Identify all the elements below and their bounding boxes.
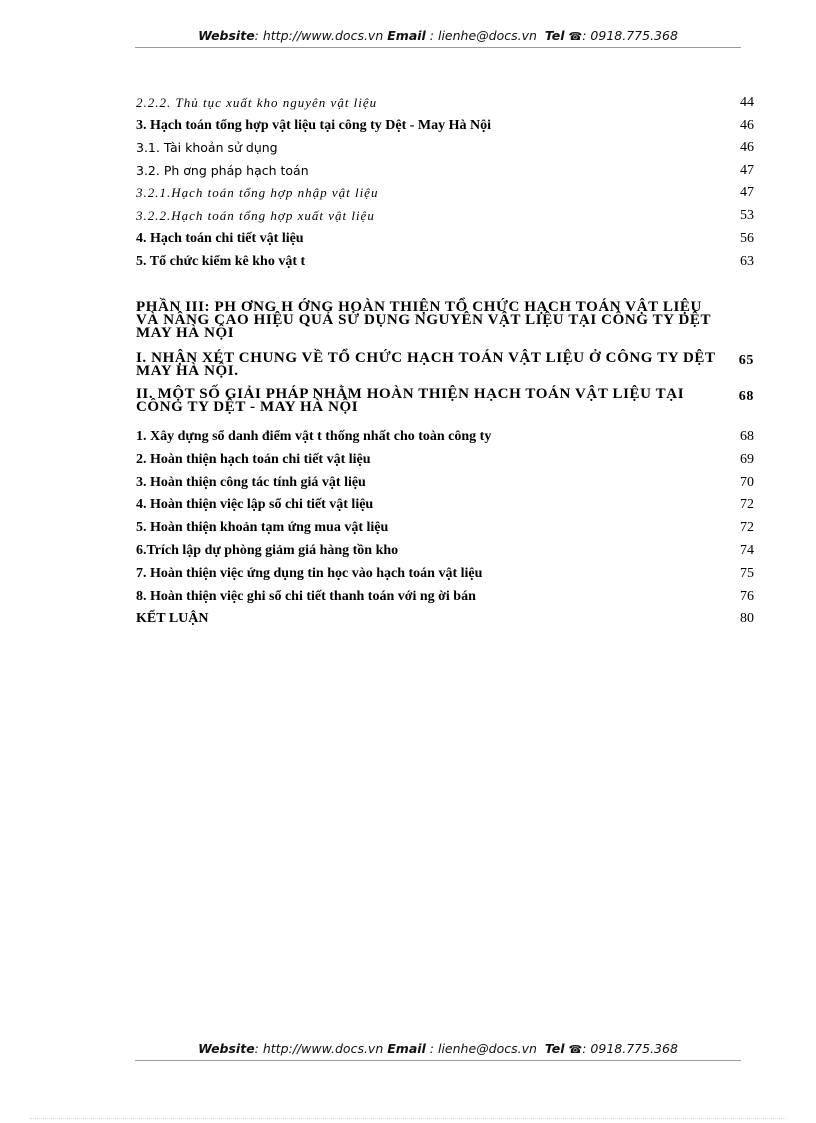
toc-entry-label: 5. Tổ chức kiểm kê kho vật t [136,254,306,269]
toc-entry [136,206,754,226]
toc-entry [136,183,754,203]
toc-entry-label: 2.2.2. Thủ tục xuất kho nguyên vật liệu [136,95,378,110]
tel-value: : 0918.775.368 [582,1041,678,1056]
toc-entry-page: 74 [740,543,754,558]
tel-label: Tel [544,28,565,43]
section-heading-title: II. MỘT SỐ GIẢI PHÁP NHẰM HOÀN THIỆN HẠCH TOÁN VẬT LIỆU TẠI CÔNG TY DỆT - MAY HÀ NỘI [136,386,685,415]
toc-entry [136,161,754,181]
toc-entry [136,587,754,607]
toc-entry-label: 4. Hạch toán chi tiết vật liệu [136,231,304,246]
toc-entry-label: 3.2.1.Hạch toán tổng hợp nhập vật liệu [136,185,379,200]
toc-entry-label: KẾT LUẬN [136,611,209,626]
tel-label: Tel [544,1041,565,1056]
page-footer [135,1041,741,1061]
toc-entry [136,427,754,447]
toc-entry-page: 46 [740,118,754,133]
toc-entry-conclusion [136,609,754,629]
toc-entry [136,93,754,113]
toc-entry-label: 3.2. Ph ơng pháp hạch toán [136,163,309,178]
toc-entry-label: 8. Hoàn thiện việc ghi sổ chi tiết thanh toán với ng ời bán [136,589,476,604]
toc-entry [136,541,754,561]
toc-entry-label: 3.2.2.Hạch toán tổng hợp xuất vật liệu [136,208,375,223]
toc-entry-page: 56 [740,231,754,246]
toc-entry [136,252,754,272]
phone-icon: ☎ [568,30,583,43]
section-heading-title: I. NHẬN XÉT CHUNG VỀ TỔ CHỨC HẠCH TOÁN VẬT LIỆU Ở CÔNG TY DỆT MAY HÀ NỘI. [136,350,716,379]
toc-entry-page: 76 [740,589,754,604]
toc-entry-label: 4. Hoàn thiện việc lập sổ chi tiết vật liệu [136,497,374,512]
toc-entry-page: 72 [740,520,754,535]
website-label: Website [198,1041,255,1056]
toc-entry-label: 6.Trích lập dự phòng giảm giá hàng tồn kho [136,543,399,558]
toc-entry-page: 69 [740,452,754,467]
toc-entry-page: 47 [740,163,754,178]
toc-entry-page: 53 [740,208,754,223]
website-label: Website [198,28,255,43]
toc-entry [136,473,754,493]
toc-entry [136,450,754,470]
section-heading [136,352,754,378]
toc-entry-label: 2. Hoàn thiện hạch toán chi tiết vật liệu [136,452,371,467]
email-label: Email [387,1041,426,1056]
toc-entry [136,116,754,136]
tel-value: : 0918.775.368 [582,28,678,43]
toc-entry-page: 68 [740,429,754,444]
email-label: Email [387,28,426,43]
toc-entry [136,229,754,249]
page-header [135,28,741,48]
section-heading-page: 65 [738,353,754,368]
website-value: : http://www.docs.vn [254,1041,384,1056]
toc-entry-label: 7. Hoàn thiện việc ứng dụng tin học vào hạch toán vật liệu [136,566,483,581]
toc-entry [136,564,754,584]
part-heading-title: PHẦN III: PH ƠNG H ỚNG HOÀN THIỆN TỔ CHỨC HẠCH TOÁN VẬT LIỆU VÀ NÂNG CAO HIỆU QUẢ SỬ DỤNG NGUYÊN VẬT LIỆU TẠI CÔNG TY DỆT MAY HÀ NỘI [136,299,711,341]
toc-entry [136,518,754,538]
toc-entry-label: 3. Hoàn thiện công tác tính giá vật liệu [136,475,366,490]
email-value: : lienhe@docs.vn [425,28,537,43]
toc-entry-page: 70 [740,475,754,490]
toc-entry-page: 72 [740,497,754,512]
phone-icon: ☎ [568,1043,583,1056]
toc-entry [136,495,754,515]
toc-entry-page: 46 [740,140,754,155]
part-heading [136,301,754,340]
toc-entry-page: 63 [740,254,754,269]
toc-entry-page: 80 [740,611,754,626]
toc-entry [136,138,754,158]
toc-entry-page: 75 [740,566,754,581]
toc-entry-label: 1. Xây dựng sổ danh điểm vật t thống nhất cho toàn công ty [136,429,492,444]
toc-entry-page: 47 [740,185,754,200]
page-edge-divider [30,1118,786,1119]
toc-entry-label: 5. Hoàn thiện khoản tạm ứng mua vật liệu [136,520,389,535]
email-value: : lienhe@docs.vn [425,1041,537,1056]
section-heading [136,388,754,414]
toc-entry-label: 3. Hạch toán tổng hợp vật liệu tại công ty Dệt - May Hà Nội [136,118,492,133]
website-value: : http://www.docs.vn [254,28,384,43]
section-heading-page: 68 [738,389,754,404]
toc-entry-page: 44 [740,95,754,110]
toc-entry-label: 3.1. Tài khoản sử dụng [136,140,278,155]
